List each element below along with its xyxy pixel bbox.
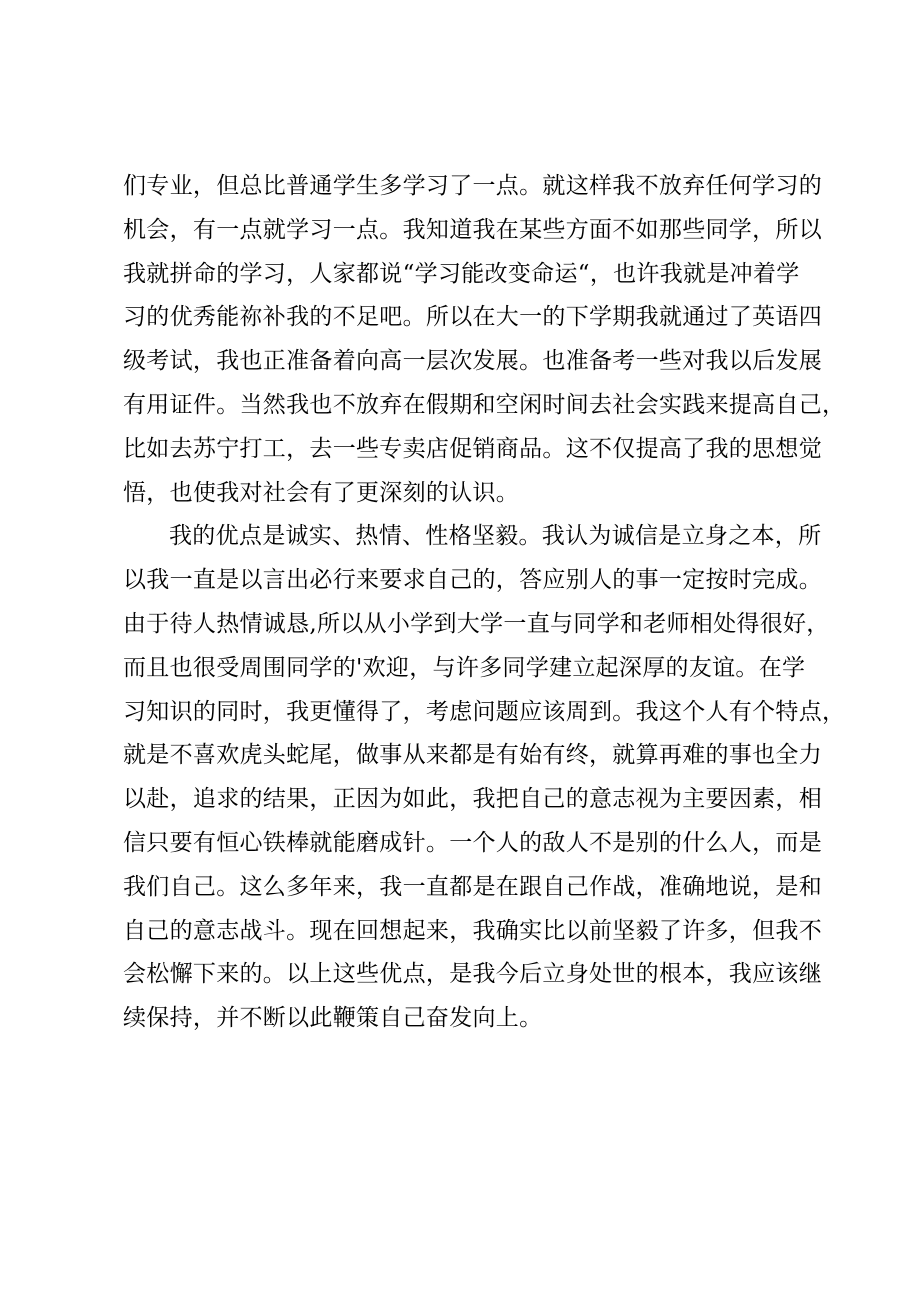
text-line: 续保持，并不断以此鞭策自己奋发向上。 <box>123 1005 543 1032</box>
text-line: 以我一直是以言出必行来要求自己的，答应别人的事一定按时完成。 <box>123 567 822 594</box>
text-line: 我们自己。这么多年来，我一直都是在跟自己作战，准确地说，是和 <box>123 873 822 900</box>
text-line: 自己的意志战斗。现在回想起来，我确实比以前坚毅了许多，但我不 <box>123 917 822 944</box>
text-line: 比如去苏宁打工，去一些专卖店促销商品。这不仅提高了我的思想觉 <box>123 435 822 462</box>
text-line: 习的优秀能祢补我的不足吧。所以在大一的下学期我就通过了英语四 <box>123 304 822 331</box>
text-line: 级考试，我也正准备着向高一层次发展。也准备考一些对我以后发展 <box>123 348 822 375</box>
text-line: 会松懈下来的。以上这些优点，是我今后立身处世的根本，我应该继 <box>123 961 822 988</box>
text-line: 悟，也使我对社会有了更深刻的认识。 <box>123 479 520 506</box>
text-line: 习知识的同时，我更懂得了，考虑问题应该周到。我这个人有个特点， <box>123 698 846 725</box>
text-line: 就是不喜欢虎头蛇尾，做事从来都是有始有终，就算再难的事也全力 <box>123 742 822 769</box>
text-line: 有用证件。当然我也不放弃在假期和空闲时间去社会实践来提高自己， <box>123 391 846 418</box>
text-line: 我就拼命的学习，人家都说“学习能改变命运“，也许我就是冲着学 <box>123 260 800 287</box>
body-text <box>123 165 846 1041</box>
text-line: 们专业，但总比普通学生多学习了一点。就这样我不放弃任何学习的 <box>123 173 822 199</box>
text-line: 信只要有恒心铁棒就能磨成针。一个人的敌人不是别的什么人，而是 <box>123 829 822 856</box>
text-line: 我的优点是诚实、热情、性格坚毅。我认为诚信是立身之本，所 <box>169 523 822 550</box>
text-line: 以赴，追求的结果，正因为如此，我把自己的意志视为主要因素，相 <box>123 786 822 813</box>
text-line: 机会，有一点就学习一点。我知道我在某些方面不如那些同学，所以 <box>123 216 822 243</box>
text-line: 而且也很受周围同学的'欢迎，与许多同学建立起深厚的友谊。在学 <box>123 654 806 681</box>
text-line: 由于待人热情诚恳,所以从小学到大学一直与同学和老师相处得很好， <box>123 610 830 637</box>
